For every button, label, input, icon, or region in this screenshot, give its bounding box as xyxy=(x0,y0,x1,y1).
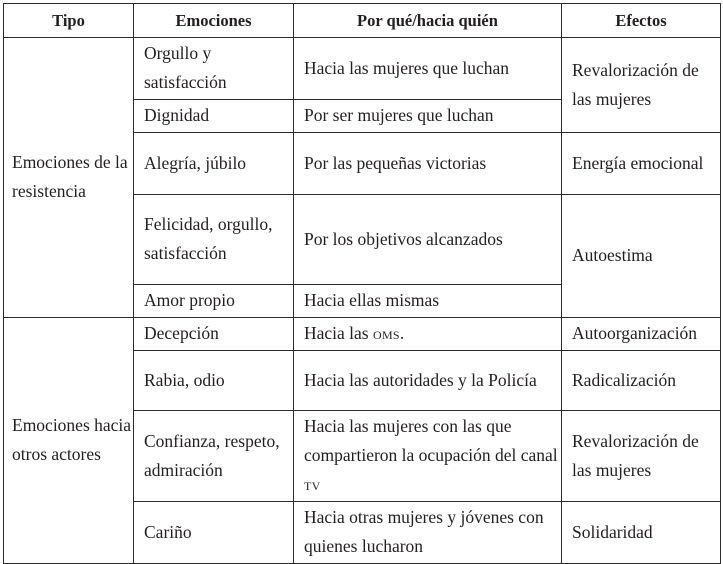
por-que-cell: Por ser mujeres que luchan xyxy=(294,100,562,133)
emocion-cell: Decepción xyxy=(134,318,294,351)
por-que-text: Hacia las mujeres con las que compartieron la ocupación del canal xyxy=(304,416,558,465)
por-que-text: Hacia las xyxy=(304,323,373,343)
emotions-table xyxy=(3,3,721,564)
oms-abbreviation: oms xyxy=(373,323,400,343)
por-que-cell xyxy=(294,318,562,351)
emocion-cell: Alegría, júbilo xyxy=(134,133,294,195)
header-tipo: Tipo xyxy=(4,4,134,38)
por-que-cell: Hacia otras mujeres y jóvenes con quienes lucharon xyxy=(294,502,562,564)
header-efectos: Efectos xyxy=(562,4,721,38)
por-que-cell xyxy=(294,411,562,502)
tv-abbreviation: tv xyxy=(304,474,321,494)
por-que-cell: Hacia ellas mismas xyxy=(294,285,562,318)
efecto-cell: Revalorización de las mujeres xyxy=(562,411,721,502)
emocion-cell: Felicidad, orgullo, satisfacción xyxy=(134,195,294,285)
efecto-cell: Revalorización de las mujeres xyxy=(562,38,721,133)
por-que-cell: Hacia las autoridades y la Policía xyxy=(294,351,562,411)
emocion-cell: Rabia, odio xyxy=(134,351,294,411)
header-emociones: Emociones xyxy=(134,4,294,38)
efecto-cell: Radicalización xyxy=(562,351,721,411)
header-row xyxy=(4,4,721,38)
emocion-cell: Amor propio xyxy=(134,285,294,318)
tipo-resistencia: Emociones de la resistencia xyxy=(4,38,134,318)
efecto-cell: Autoorganización xyxy=(562,318,721,351)
por-que-cell: Hacia las mujeres que luchan xyxy=(294,38,562,100)
efecto-cell: Energía emocional xyxy=(562,133,721,195)
efecto-cell: Solidaridad xyxy=(562,502,721,564)
emocion-cell: Dignidad xyxy=(134,100,294,133)
por-que-cell: Por los objetivos alcanzados xyxy=(294,195,562,285)
header-por-que: Por qué/hacia quién xyxy=(294,4,562,38)
emocion-cell: Orgullo y satisfacción xyxy=(134,38,294,100)
table-row xyxy=(4,38,721,100)
por-que-suffix: . xyxy=(399,323,405,343)
tipo-otros-actores: Emociones hacia otros actores xyxy=(4,318,134,564)
emocion-cell: Confianza, respeto, admiración xyxy=(134,411,294,502)
table-row xyxy=(4,318,721,351)
emocion-cell: Cariño xyxy=(134,502,294,564)
efecto-cell: Autoestima xyxy=(562,195,721,318)
por-que-cell: Por las pequeñas victorias xyxy=(294,133,562,195)
